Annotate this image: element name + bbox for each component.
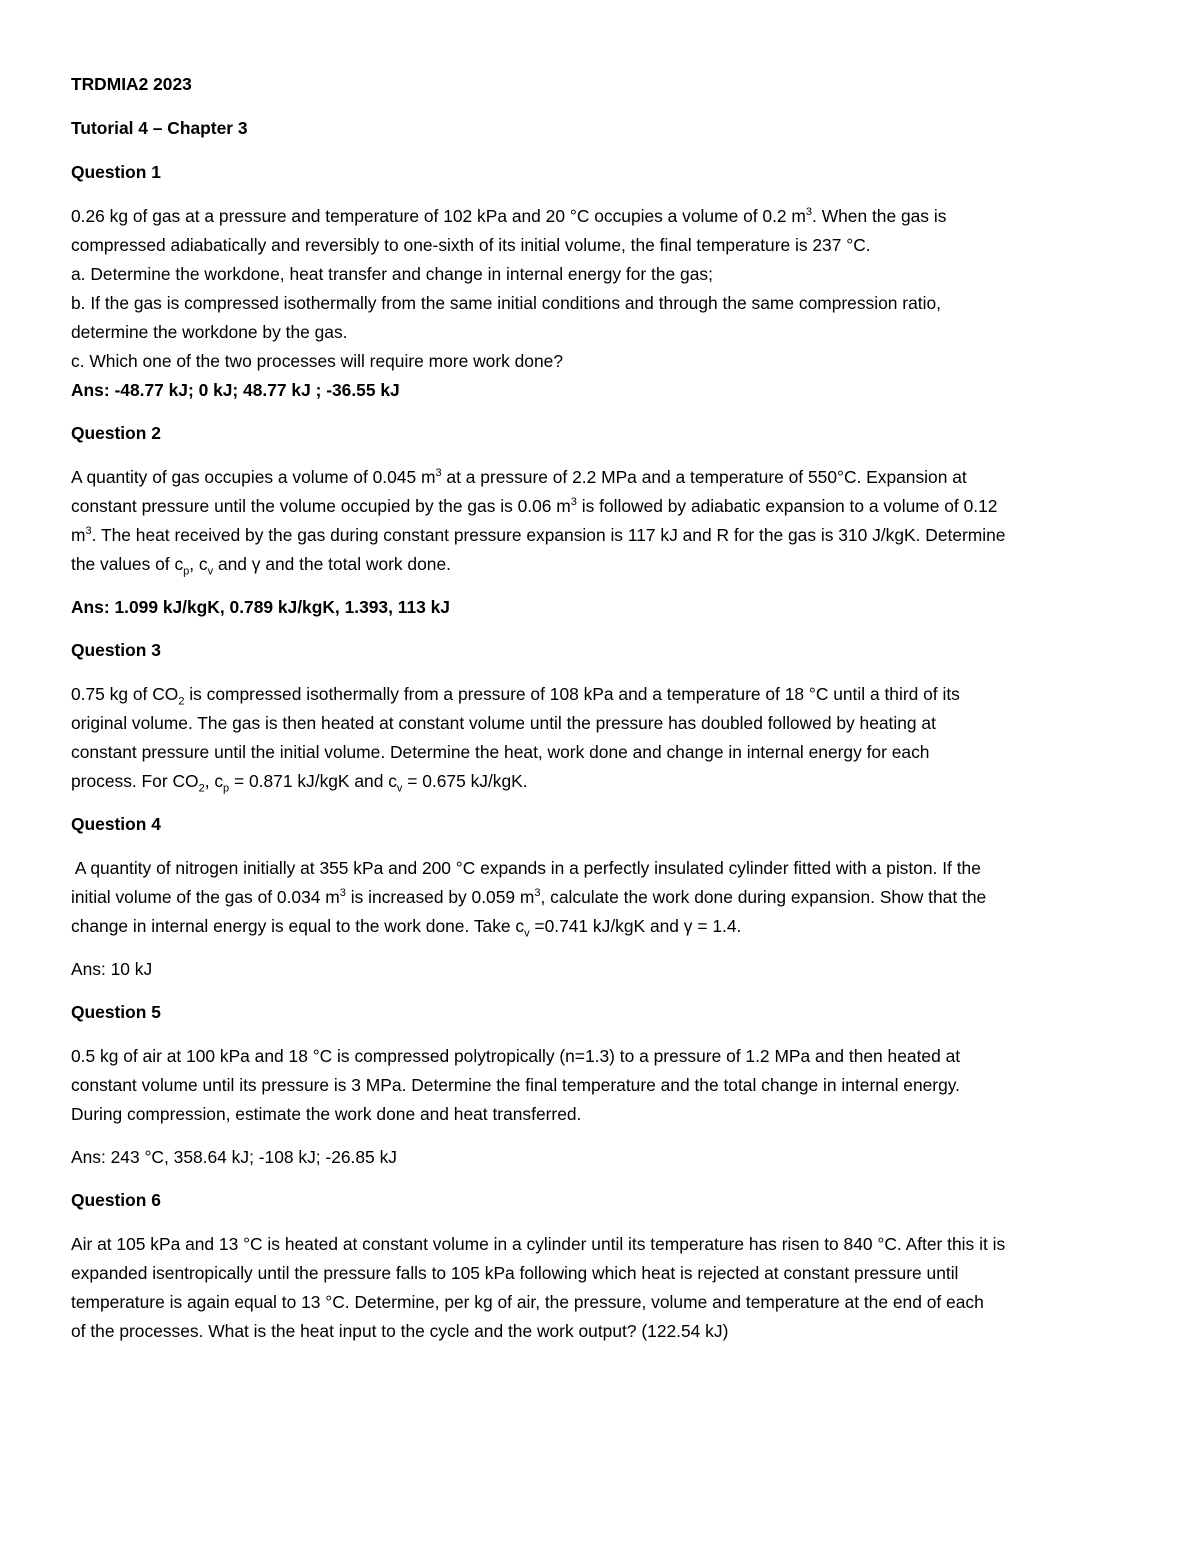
question-3-line-2: original volume. The gas is then heated at constant volume until the pressure has doubled followed by heating at xyxy=(71,713,936,733)
question-5-title: Question 5 xyxy=(71,1002,161,1022)
text: change in internal energy is equal to the work done. Take c xyxy=(71,916,525,936)
text: A quantity of gas occupies a volume of 0.045 m xyxy=(71,467,436,487)
question-6-body xyxy=(71,1230,1136,1346)
text: . When the gas is xyxy=(812,206,947,226)
question-4-line-1: A quantity of nitrogen initially at 355 kPa and 200 °C expands in a perfectly insulated cylinder fitted with a piston. If the xyxy=(71,858,981,878)
question-3-line-1 xyxy=(71,680,1136,709)
question-1-part-a: a. Determine the workdone, heat transfer and change in internal energy for the gas; xyxy=(71,264,713,284)
text: initial volume of the gas of 0.034 m xyxy=(71,887,340,907)
text: the values of c xyxy=(71,554,184,574)
text: 0.75 kg of CO xyxy=(71,684,179,704)
question-1-title: Question 1 xyxy=(71,162,161,182)
subscript: v xyxy=(396,782,403,795)
question-3-body xyxy=(71,680,1136,796)
subscript: v xyxy=(524,927,530,940)
text: 0.26 kg of gas at a pressure and temperature of 102 kPa and 20 °C occupies a volume of 0.2 m xyxy=(71,206,806,226)
question-2-body xyxy=(71,463,1136,579)
text: =0.741 kJ/kgK and γ = 1.4. xyxy=(529,916,742,936)
text: is followed by adiabatic expansion to a volume of 0.12 xyxy=(576,496,998,516)
course-code: TRDMIA2 2023 xyxy=(71,74,192,94)
superscript: 3 xyxy=(534,887,541,900)
question-5-line-2: constant volume until its pressure is 3 MPa. Determine the final temperature and the total change in internal energy. xyxy=(71,1075,961,1095)
superscript: 3 xyxy=(85,525,92,538)
question-2-answer: Ans: 1.099 kJ/kgK, 0.789 kJ/kgK, 1.393, 113 kJ xyxy=(71,597,450,617)
text: m xyxy=(71,525,86,545)
question-3-line-4 xyxy=(71,767,1136,796)
question-6-line-3: temperature is again equal to 13 °C. Determine, per kg of air, the pressure, volume and temperature at the end of each xyxy=(71,1292,984,1312)
text: constant pressure until the volume occupied by the gas is 0.06 m xyxy=(71,496,571,516)
subscript: p xyxy=(183,565,190,578)
question-2-title: Question 2 xyxy=(71,423,161,443)
question-2-line-1 xyxy=(71,463,1136,492)
subscript: 2 xyxy=(198,782,205,795)
subscript: v xyxy=(207,565,214,578)
question-2-line-3 xyxy=(71,521,1136,550)
superscript: 3 xyxy=(435,467,442,480)
question-1-part-c: c. Which one of the two processes will require more work done? xyxy=(71,351,563,371)
question-5-line-1: 0.5 kg of air at 100 kPa and 18 °C is compressed polytropically (n=1.3) to a pressure of 1.2 MPa and then heated at xyxy=(71,1046,961,1066)
text: . The heat received by the gas during constant pressure expansion is 117 kJ and R for the gas is 310 J/kgK. Determine xyxy=(91,525,1006,545)
question-6-line-2: expanded isentropically until the pressure falls to 105 kPa following which heat is rejected at constant pressure until xyxy=(71,1263,959,1283)
question-5-body xyxy=(71,1042,1136,1129)
question-1-line-1 xyxy=(71,202,1136,231)
question-1-answer: Ans: -48.77 kJ; 0 kJ; 48.77 kJ ; -36.55 kJ xyxy=(71,380,400,400)
text: at a pressure of 2.2 MPa and a temperature of 550°C. Expansion at xyxy=(441,467,967,487)
text: and γ and the total work done. xyxy=(213,554,451,574)
text: , c xyxy=(189,554,208,574)
question-1-part-b-cont: determine the workdone by the gas. xyxy=(71,322,348,342)
text: process. For CO xyxy=(71,771,199,791)
text: is compressed isothermally from a pressure of 108 kPa and a temperature of 18 °C until a third of its xyxy=(184,684,960,704)
question-4-answer: Ans: 10 kJ xyxy=(71,959,153,979)
text: , c xyxy=(204,771,224,791)
tutorial-title: Tutorial 4 – Chapter 3 xyxy=(71,118,248,138)
question-2-line-4 xyxy=(71,550,1136,579)
question-4-title: Question 4 xyxy=(71,814,161,834)
text: = 0.675 kJ/kgK. xyxy=(402,771,528,791)
question-1-line-2: compressed adiabatically and reversibly to one-sixth of its initial volume, the final temperature is 237 °C. xyxy=(71,235,871,255)
text: , calculate the work done during expansion. Show that the xyxy=(540,887,987,907)
question-4-line-3 xyxy=(71,912,1136,941)
question-5-line-3: During compression, estimate the work done and heat transferred. xyxy=(71,1104,582,1124)
question-5-answer: Ans: 243 °C, 358.64 kJ; -108 kJ; -26.85 kJ xyxy=(71,1147,397,1167)
question-3-line-3: constant pressure until the initial volume. Determine the heat, work done and change in internal energy for each xyxy=(71,742,930,762)
question-2-line-2 xyxy=(71,492,1136,521)
question-6-line-1: Air at 105 kPa and 13 °C is heated at constant volume in a cylinder until its temperature has risen to 840 °C. After this it is xyxy=(71,1234,1006,1254)
question-1-body xyxy=(71,202,1136,405)
superscript: 3 xyxy=(570,496,577,509)
question-3-title: Question 3 xyxy=(71,640,161,660)
question-4-line-2 xyxy=(71,883,1136,912)
question-6-line-4: of the processes. What is the heat input to the cycle and the work output? (122.54 kJ) xyxy=(71,1321,729,1341)
text: = 0.871 kJ/kgK and c xyxy=(229,771,397,791)
superscript: 3 xyxy=(339,887,346,900)
text: is increased by 0.059 m xyxy=(345,887,535,907)
subscript: 2 xyxy=(178,695,185,708)
question-6-title: Question 6 xyxy=(71,1190,161,1210)
question-1-part-b: b. If the gas is compressed isothermally from the same initial conditions and through the same compression ratio, xyxy=(71,293,941,313)
superscript: 3 xyxy=(805,206,813,219)
question-4-body xyxy=(71,854,1136,941)
document-page xyxy=(71,70,1136,1346)
subscript: p xyxy=(223,782,230,795)
